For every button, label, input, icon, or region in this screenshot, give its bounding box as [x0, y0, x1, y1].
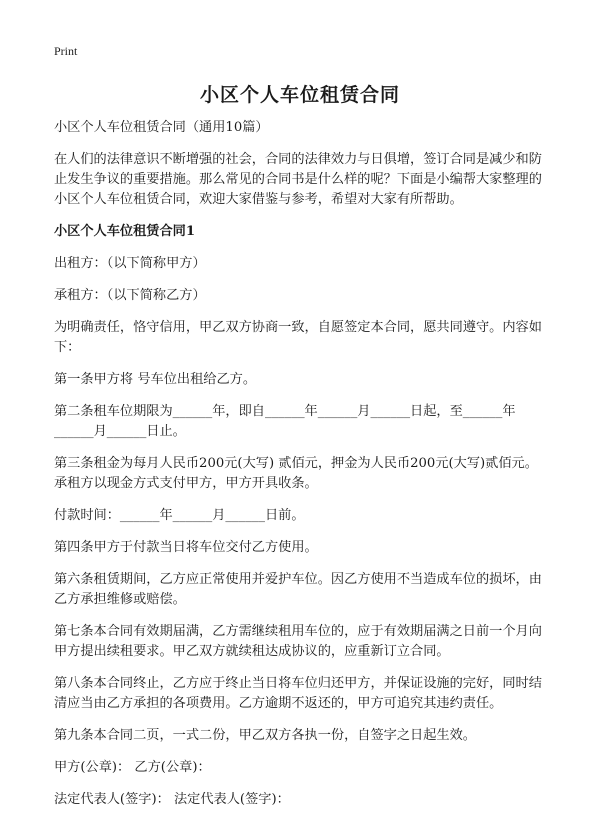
- clause-paragraph: 第六条租赁期间，乙方应正常使用并爱护车位。因乙方使用不当造成车位的损坏，由乙方承担维修或赔偿。: [54, 572, 542, 607]
- clause-paragraph: 出租方：（以下简称甲方）: [54, 256, 206, 271]
- clause-paragraph: 第三条租金为每月人民币200元(大写) 贰佰元，押金为人民币200元(大写)贰佰元。承租方以现金方式支付甲方，甲方开具收条。: [54, 456, 538, 491]
- clause-paragraph: 为明确责任，恪守信用，甲乙双方协商一致，自愿签定本合同，愿共同遵守。内容如下：: [54, 320, 542, 355]
- subtitle: 小区个人车位租赁合同（通用10篇）: [54, 120, 269, 135]
- clause-paragraph: 第七条本合同有效期届满，乙方需继续租用车位的，应于有效期届满之日前一个月向甲方提出续租要求。甲乙双方就续租达成协议的，应重新订立合同。: [54, 624, 542, 659]
- document-body: [54, 118, 548, 822]
- clause-paragraph: 第四条甲方于付款当日将车位交付乙方使用。: [54, 540, 318, 555]
- clause-paragraph: 第一条甲方将 号车位出租给乙方。: [54, 372, 257, 387]
- clause-paragraph: 第九条本合同二页，一式二份，甲乙双方各执一份，自签字之日起生效。: [54, 728, 476, 743]
- section-heading: 小区个人车位租赁合同1: [54, 224, 196, 239]
- signature-line: 法定代表人(签字)： 法定代表人(签字)：: [54, 792, 290, 807]
- intro-paragraph: 在人们的法律意识不断增强的社会，合同的法律效力与日俱增，签订合同是减少和防止发生争议的重要措施。那么常见的合同书是什么样的呢？下面是小编帮大家整理的小区个人车位租赁合同，欢迎大家借鉴与参考，希望对大家有所帮助。: [54, 152, 542, 207]
- clause-paragraph: 付款时间：______年______月______日前。: [54, 508, 305, 523]
- clause-paragraph: 承租方：（以下简称乙方）: [54, 288, 206, 303]
- page-title: 小区个人车位租赁合同: [199, 84, 400, 106]
- signature-line: 甲方(公章)： 乙方(公章)：: [54, 760, 211, 775]
- clause-paragraph: 第二条租车位期限为______年，即自______年______月______日起，至______年______月______日止。: [54, 404, 516, 439]
- print-link[interactable]: Print: [54, 44, 78, 58]
- clause-paragraph: 第八条本合同终止，乙方应于终止当日将车位归还甲方，并保证设施的完好，同时结清应当由乙方承担的各项费用。乙方逾期不返还的，甲方可追究其违约责任。: [54, 676, 542, 711]
